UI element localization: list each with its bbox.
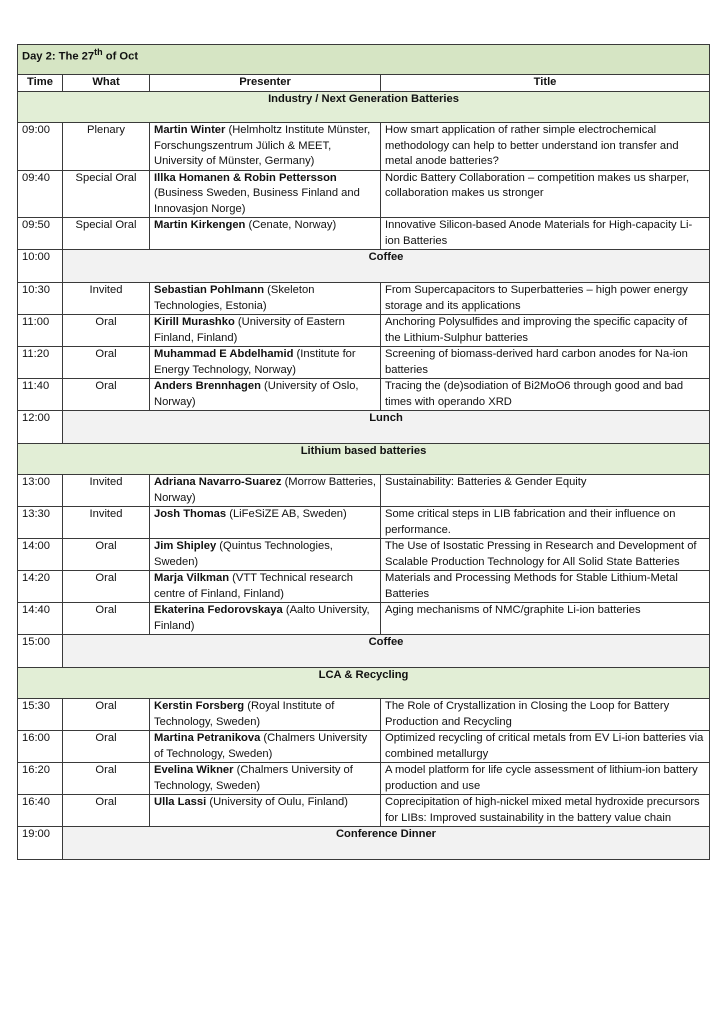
session-presenter xyxy=(150,731,381,763)
session-presenter xyxy=(150,571,381,603)
presenter-name: Ulla Lassi xyxy=(154,796,207,808)
presenter-name: Marja Vilkman xyxy=(154,572,230,584)
session-type: Oral xyxy=(63,603,150,635)
session-title: Anchoring Polysulfides and improving the specific capacity of the Lithium-Sulphur batteries xyxy=(381,315,710,347)
schedule-table xyxy=(17,44,710,860)
presenter-name: Anders Brennhagen xyxy=(154,380,261,392)
presenter-affiliation: (Morrow Batteries, Norway) xyxy=(154,476,376,504)
session-time: 13:00 xyxy=(18,475,63,507)
session-row xyxy=(18,507,710,539)
presenter-affiliation: (Helmholtz Institute Münster, Forschungszentrum Jülich & MEET, University of Münster, Germany) xyxy=(154,124,371,167)
presenter-name: Adriana Navarro-Suarez xyxy=(154,476,282,488)
section-header-row xyxy=(18,92,710,123)
session-title: Innovative Silicon-based Anode Materials for High-capacity Li-ion Batteries xyxy=(381,218,710,250)
session-presenter xyxy=(150,603,381,635)
session-time: 11:40 xyxy=(18,379,63,411)
session-title: Some critical steps in LIB fabrication and their influence on performance. xyxy=(381,507,710,539)
day-title xyxy=(18,45,710,75)
break-label: Conference Dinner xyxy=(63,827,710,860)
session-row xyxy=(18,379,710,411)
session-type: Oral xyxy=(63,539,150,571)
session-presenter xyxy=(150,283,381,315)
session-type: Invited xyxy=(63,475,150,507)
session-time: 16:00 xyxy=(18,731,63,763)
session-presenter xyxy=(150,123,381,171)
presenter-name: Evelina Wikner xyxy=(154,764,234,776)
section-title: Lithium based batteries xyxy=(18,444,710,475)
presenter-affiliation: (VTT Technical research centre of Finland, Finland) xyxy=(154,572,353,600)
session-row xyxy=(18,475,710,507)
break-time: 19:00 xyxy=(18,827,63,860)
presenter-affiliation: (Chalmers University of Technology, Sweden) xyxy=(154,732,368,760)
presenter-name: Josh Thomas xyxy=(154,508,227,520)
session-type: Oral xyxy=(63,379,150,411)
session-title: Tracing the (de)sodiation of Bi2MoO6 through good and bad times with operando XRD xyxy=(381,379,710,411)
break-row xyxy=(18,635,710,668)
session-type: Oral xyxy=(63,763,150,795)
session-row xyxy=(18,603,710,635)
presenter-name: Martin Kirkengen xyxy=(154,219,246,231)
presenter-name: Illka Homanen & Robin Pettersson xyxy=(154,171,337,184)
break-label: Coffee xyxy=(63,250,710,283)
column-header-row xyxy=(18,75,710,92)
session-type: Special Oral xyxy=(63,218,150,250)
session-row xyxy=(18,123,710,171)
presenter-name: Ekaterina Fedorovskaya xyxy=(154,604,283,616)
session-presenter xyxy=(150,539,381,571)
presenter-affiliation: (Business Sweden, Business Finland and Innovasjon Norge) xyxy=(154,187,360,215)
presenter-affiliation: (Royal Institute of Technology, Sweden) xyxy=(154,700,335,728)
session-title: Sustainability: Batteries & Gender Equity xyxy=(381,475,710,507)
session-presenter xyxy=(150,379,381,411)
break-row xyxy=(18,250,710,283)
break-label: Coffee xyxy=(63,635,710,668)
session-row xyxy=(18,731,710,763)
session-time: 16:20 xyxy=(18,763,63,795)
session-type: Oral xyxy=(63,699,150,731)
session-presenter xyxy=(150,218,381,250)
session-presenter xyxy=(150,699,381,731)
session-time: 15:30 xyxy=(18,699,63,731)
presenter-affiliation: (Aalto University, Finland) xyxy=(154,604,370,632)
day-title-suffix: of Oct xyxy=(102,50,139,63)
break-label: Lunch xyxy=(63,411,710,444)
presenter-name: Kerstin Forsberg xyxy=(154,700,245,712)
session-title: How smart application of rather simple electrochemical methodology can help to better understand ion transfer and metal anode batteries? xyxy=(381,123,710,171)
break-time: 10:00 xyxy=(18,250,63,283)
session-title: Materials and Processing Methods for Stable Lithium-Metal Batteries xyxy=(381,571,710,603)
session-row xyxy=(18,699,710,731)
session-presenter xyxy=(150,315,381,347)
session-type: Oral xyxy=(63,795,150,827)
session-title: The Use of Isostatic Pressing in Research and Development of Scalable Production Technology for All Solid State Batteries xyxy=(381,539,710,571)
session-row xyxy=(18,283,710,315)
day-title-prefix: Day 2: The 27 xyxy=(22,50,95,63)
presenter-name: Kirill Murashko xyxy=(154,316,235,328)
session-title: Optimized recycling of critical metals from EV Li-ion batteries via combined metallurgy xyxy=(381,731,710,763)
session-title: The Role of Crystallization in Closing the Loop for Battery Production and Recycling xyxy=(381,699,710,731)
session-type: Invited xyxy=(63,283,150,315)
session-presenter xyxy=(150,347,381,379)
session-presenter xyxy=(150,170,381,218)
presenter-name: Martina Petranikova xyxy=(154,732,261,744)
presenter-affiliation: (Cenate, Norway) xyxy=(245,219,337,231)
session-title: Coprecipitation of high-nickel mixed metal hydroxide precursors for LIBs: Improved sustainability in the battery value chain xyxy=(381,795,710,827)
session-type: Invited xyxy=(63,507,150,539)
session-type: Oral xyxy=(63,571,150,603)
session-row xyxy=(18,539,710,571)
section-title: Industry / Next Generation Batteries xyxy=(18,92,710,123)
session-time: 09:50 xyxy=(18,218,63,250)
session-row xyxy=(18,763,710,795)
session-time: 13:30 xyxy=(18,507,63,539)
session-title: Nordic Battery Collaboration – competition makes us sharper, collaboration makes us stronger xyxy=(381,170,710,218)
presenter-affiliation: (Quintus Technologies, Sweden) xyxy=(154,540,333,568)
break-time: 15:00 xyxy=(18,635,63,668)
session-type: Oral xyxy=(63,731,150,763)
break-time: 12:00 xyxy=(18,411,63,444)
header-what: What xyxy=(63,75,150,92)
presenter-affiliation: (Chalmers University of Technology, Sweden) xyxy=(154,764,353,792)
session-type: Oral xyxy=(63,315,150,347)
break-row xyxy=(18,411,710,444)
section-header-row xyxy=(18,668,710,699)
presenter-name: Martin Winter xyxy=(154,124,226,136)
header-time: Time xyxy=(18,75,63,92)
presenter-affiliation: (Skeleton Technologies, Estonia) xyxy=(154,284,315,312)
session-time: 09:00 xyxy=(18,123,63,171)
session-title: Screening of biomass-derived hard carbon anodes for Na-ion batteries xyxy=(381,347,710,379)
session-row xyxy=(18,571,710,603)
presenter-affiliation: (University of Oslo, Norway) xyxy=(154,380,359,408)
session-time: 14:20 xyxy=(18,571,63,603)
session-row xyxy=(18,315,710,347)
presenter-name: Sebastian Pohlmann xyxy=(154,284,265,296)
session-time: 14:00 xyxy=(18,539,63,571)
session-time: 11:00 xyxy=(18,315,63,347)
session-row xyxy=(18,218,710,250)
header-title: Title xyxy=(381,75,710,92)
session-time: 16:40 xyxy=(18,795,63,827)
presenter-affiliation: (Institute for Energy Technology, Norway) xyxy=(154,348,356,376)
session-title: Aging mechanisms of NMC/graphite Li-ion batteries xyxy=(381,603,710,635)
session-time: 09:40 xyxy=(18,170,63,218)
session-title: A model platform for life cycle assessment of lithium-ion battery production and use xyxy=(381,763,710,795)
session-presenter xyxy=(150,795,381,827)
day-title-sup: th xyxy=(94,47,103,57)
presenter-affiliation: (University of Eastern Finland, Finland) xyxy=(154,316,345,344)
session-row xyxy=(18,170,710,218)
section-title: LCA & Recycling xyxy=(18,668,710,699)
break-row xyxy=(18,827,710,860)
day-title-row xyxy=(18,45,710,75)
session-row xyxy=(18,347,710,379)
presenter-name: Jim Shipley xyxy=(154,540,217,552)
section-header-row xyxy=(18,444,710,475)
presenter-name: Muhammad E Abdelhamid xyxy=(154,348,294,360)
session-type: Plenary xyxy=(63,123,150,171)
session-presenter xyxy=(150,763,381,795)
session-type: Oral xyxy=(63,347,150,379)
session-presenter xyxy=(150,475,381,507)
session-title: From Supercapacitors to Superbatteries – high power energy storage and its applications xyxy=(381,283,710,315)
session-row xyxy=(18,795,710,827)
session-time: 14:40 xyxy=(18,603,63,635)
session-type: Special Oral xyxy=(63,170,150,218)
presenter-affiliation: (University of Oulu, Finland) xyxy=(206,796,348,808)
session-time: 10:30 xyxy=(18,283,63,315)
session-time: 11:20 xyxy=(18,347,63,379)
header-presenter: Presenter xyxy=(150,75,381,92)
presenter-affiliation: (LiFeSiZE AB, Sweden) xyxy=(226,508,347,520)
session-presenter xyxy=(150,507,381,539)
